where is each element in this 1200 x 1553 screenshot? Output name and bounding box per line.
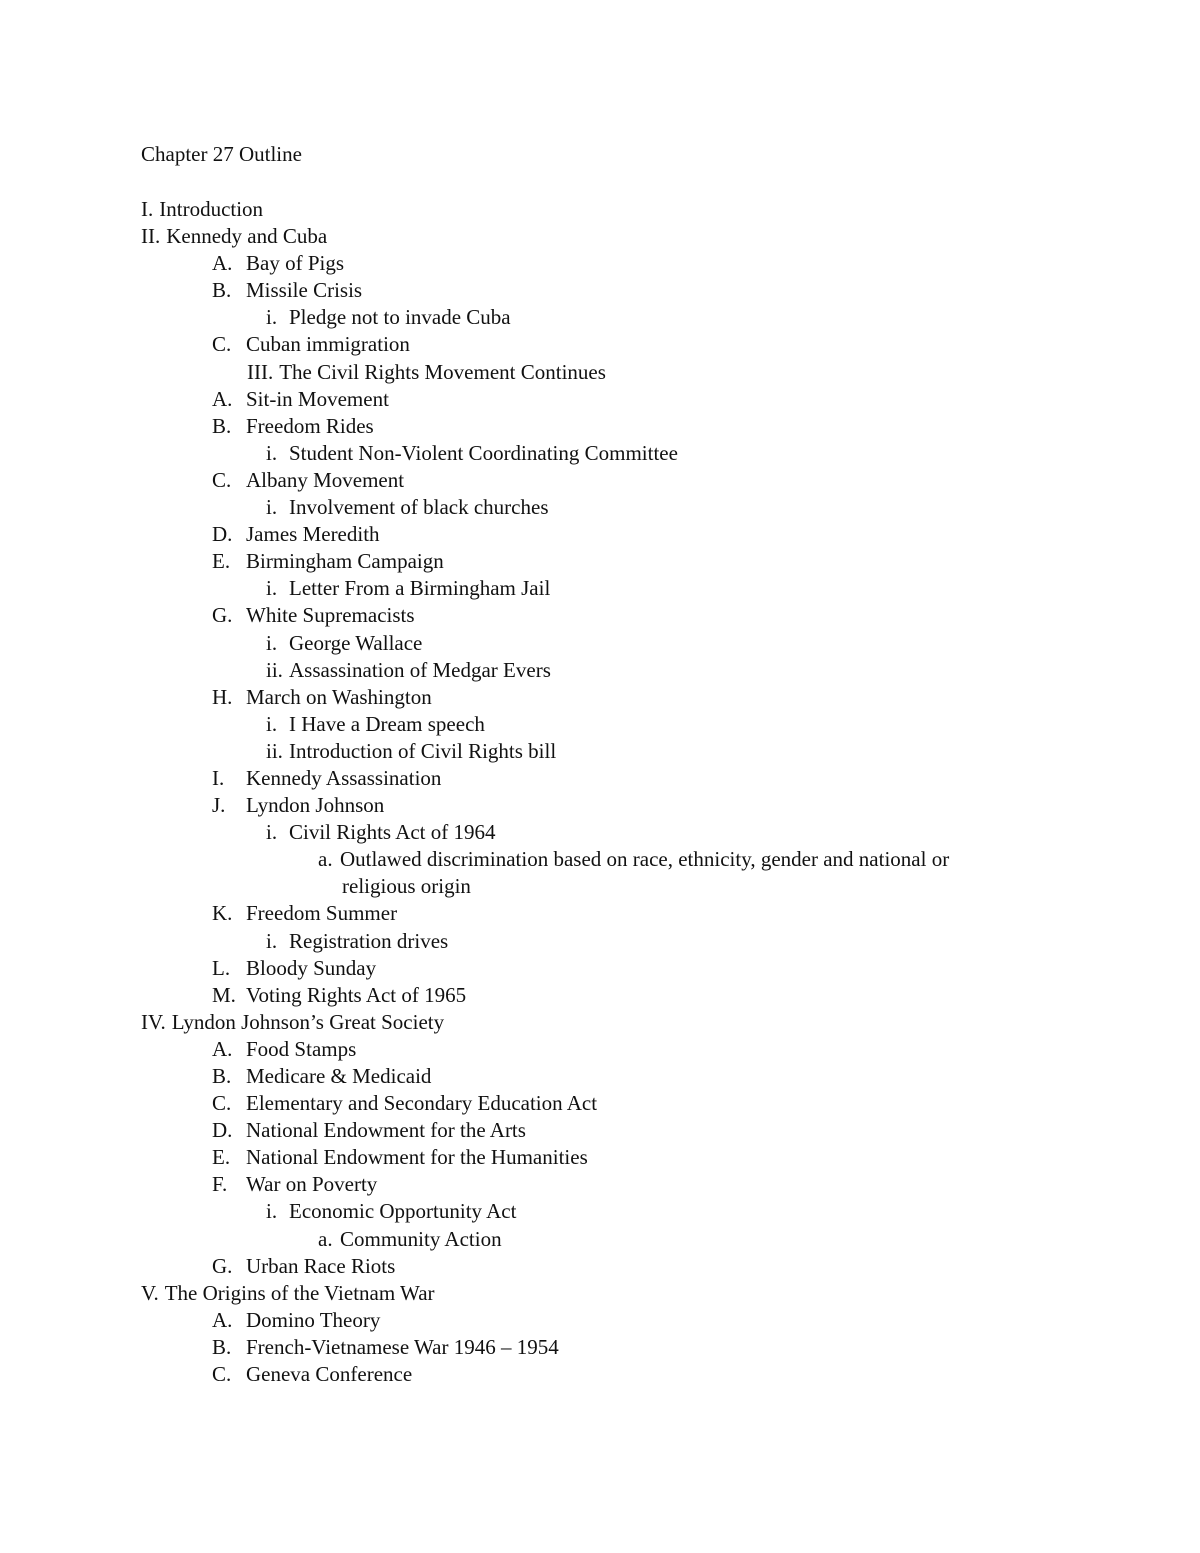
outline-marker: II. (141, 224, 161, 249)
outline-item (0, 494, 1200, 521)
outline-marker: H. (212, 684, 233, 709)
outline-marker: i. (266, 630, 278, 655)
outline-text: National Endowment for the Humanities (246, 1145, 588, 1170)
outline-marker: M. (212, 982, 236, 1007)
outline-text: Letter From a Birmingham Jail (289, 576, 551, 601)
outline-item (0, 711, 1200, 738)
outline-marker: A. (212, 1036, 233, 1061)
outline-text: Missile Crisis (246, 278, 363, 303)
outline-text: religious origin (342, 874, 471, 899)
outline-marker: a. (318, 1226, 333, 1251)
outline-text: Registration drives (289, 928, 449, 953)
outline-marker: B. (212, 278, 232, 303)
outline-marker: F. (212, 1172, 228, 1197)
outline-item (0, 982, 1200, 1009)
outline-list (0, 196, 1200, 1388)
outline-marker: C. (212, 332, 232, 357)
outline-item (0, 331, 1200, 358)
outline-text: Urban Race Riots (246, 1253, 396, 1278)
outline-marker: K. (212, 901, 233, 926)
outline-item (0, 521, 1200, 548)
outline-item (0, 1063, 1200, 1090)
outline-text: Geneva Conference (246, 1362, 413, 1387)
outline-text: Freedom Rides (246, 413, 374, 438)
outline-item (0, 386, 1200, 413)
outline-marker: i. (266, 711, 278, 736)
outline-text: Cuban immigration (246, 332, 410, 357)
outline-marker: I. (212, 765, 225, 790)
outline-item (0, 657, 1200, 684)
outline-marker: E. (212, 1145, 231, 1170)
outline-item (0, 900, 1200, 927)
outline-marker: i. (266, 495, 278, 520)
outline-text: White Supremacists (246, 603, 415, 628)
outline-text: Introduction of Civil Rights bill (289, 738, 557, 763)
outline-text: Lyndon Johnson (246, 793, 385, 818)
outline-marker: V. (141, 1280, 159, 1305)
outline-text: Albany Movement (246, 467, 405, 492)
outline-text: Food Stamps (246, 1036, 357, 1061)
outline-item (0, 1253, 1200, 1280)
outline-text: Sit-in Movement (246, 386, 389, 411)
outline-item (0, 738, 1200, 765)
outline-text: Outlawed discrimination based on race, ethnicity, gender and national or (340, 847, 950, 872)
outline-text: Student Non-Violent Coordinating Committee (289, 440, 678, 465)
outline-item (0, 955, 1200, 982)
outline-item (0, 1198, 1200, 1225)
outline-text: Involvement of black churches (289, 495, 549, 520)
outline-text: Bloody Sunday (246, 955, 377, 980)
outline-marker: IV. (141, 1009, 166, 1034)
outline-item (0, 1334, 1200, 1361)
outline-marker: B. (212, 1064, 232, 1088)
outline-item (0, 1090, 1200, 1117)
outline-marker: A. (212, 251, 233, 276)
outline-item (0, 846, 1200, 873)
outline-text: Assassination of Medgar Evers (289, 657, 551, 682)
outline-marker: i. (266, 1199, 278, 1224)
outline-item (0, 575, 1200, 602)
outline-marker: C. (212, 1362, 232, 1387)
outline-marker: i. (266, 305, 278, 330)
outline-text: Freedom Summer (246, 901, 398, 926)
outline-item (0, 1226, 1200, 1253)
outline-marker: B. (212, 1334, 232, 1359)
outline-marker: A. (212, 1307, 233, 1332)
outline-text: George Wallace (289, 630, 423, 655)
outline-item (0, 630, 1200, 657)
outline-marker: E. (212, 549, 231, 574)
outline-item (0, 1009, 1200, 1036)
outline-item (0, 1361, 1200, 1388)
outline-marker: J. (212, 793, 226, 818)
outline-item (0, 873, 1200, 900)
outline-marker: i. (266, 576, 278, 601)
outline-marker: B. (212, 413, 232, 438)
outline-text: Voting Rights Act of 1965 (246, 982, 467, 1007)
outline-text: I Have a Dream speech (289, 711, 485, 736)
page-title: Chapter 27 Outline (141, 142, 302, 166)
outline-text: National Endowment for the Arts (246, 1118, 526, 1143)
outline-item (0, 196, 1200, 223)
outline-text: Birmingham Campaign (246, 549, 444, 574)
outline-item (0, 602, 1200, 629)
outline-item (0, 1144, 1200, 1171)
outline-item (0, 1117, 1200, 1144)
outline-item (0, 304, 1200, 331)
outline-item (0, 792, 1200, 819)
outline-item (0, 277, 1200, 304)
outline-text: French-Vietnamese War 1946 – 1954 (246, 1334, 559, 1359)
outline-marker: D. (212, 522, 233, 547)
outline-text: The Origins of the Vietnam War (164, 1280, 435, 1305)
outline-marker: C. (212, 467, 232, 492)
outline-item (0, 440, 1200, 467)
outline-item (0, 765, 1200, 792)
outline-marker: III. (247, 359, 274, 384)
outline-item (0, 1171, 1200, 1198)
outline-text: War on Poverty (246, 1172, 378, 1197)
outline-marker: ii. (266, 657, 283, 682)
outline-text: Kennedy Assassination (246, 765, 442, 790)
outline-item (0, 1307, 1200, 1334)
outline-text: March on Washington (246, 684, 432, 709)
outline-text: James Meredith (246, 522, 380, 547)
outline-marker: i. (266, 928, 278, 953)
outline-item (0, 467, 1200, 494)
outline-text: Economic Opportunity Act (289, 1199, 517, 1224)
outline-marker: L. (212, 955, 231, 980)
outline-text: Pledge not to invade Cuba (289, 305, 511, 330)
outline-marker: i. (266, 440, 278, 465)
outline-text: Kennedy and Cuba (166, 224, 328, 249)
outline-item (0, 548, 1200, 575)
outline-marker: ii. (266, 738, 283, 763)
outline-item (0, 359, 1200, 386)
outline-text: Elementary and Secondary Education Act (246, 1091, 598, 1116)
outline-text: Domino Theory (246, 1307, 381, 1332)
outline-text: Civil Rights Act of 1964 (289, 820, 496, 845)
outline-item (0, 250, 1200, 277)
outline-marker: i. (266, 820, 278, 845)
outline-item (0, 819, 1200, 846)
outline-marker: G. (212, 1253, 233, 1278)
outline-item (0, 223, 1200, 250)
outline-item (0, 413, 1200, 440)
outline-marker: G. (212, 603, 233, 628)
outline-marker: a. (318, 847, 333, 872)
outline-item (0, 1036, 1200, 1063)
outline-marker: A. (212, 386, 233, 411)
outline-item (0, 1280, 1200, 1307)
outline-text: Introduction (159, 197, 264, 221)
outline-item (0, 928, 1200, 955)
outline-marker: I. (141, 197, 154, 221)
outline-marker: C. (212, 1091, 232, 1116)
outline-text: Bay of Pigs (246, 251, 345, 276)
outline-text: Medicare & Medicaid (246, 1064, 432, 1088)
outline-item (0, 684, 1200, 711)
outline-text: Lyndon Johnson’s Great Society (171, 1009, 445, 1034)
outline-text: The Civil Rights Movement Continues (279, 359, 606, 384)
outline-text: Community Action (340, 1226, 502, 1251)
outline-marker: D. (212, 1118, 233, 1143)
